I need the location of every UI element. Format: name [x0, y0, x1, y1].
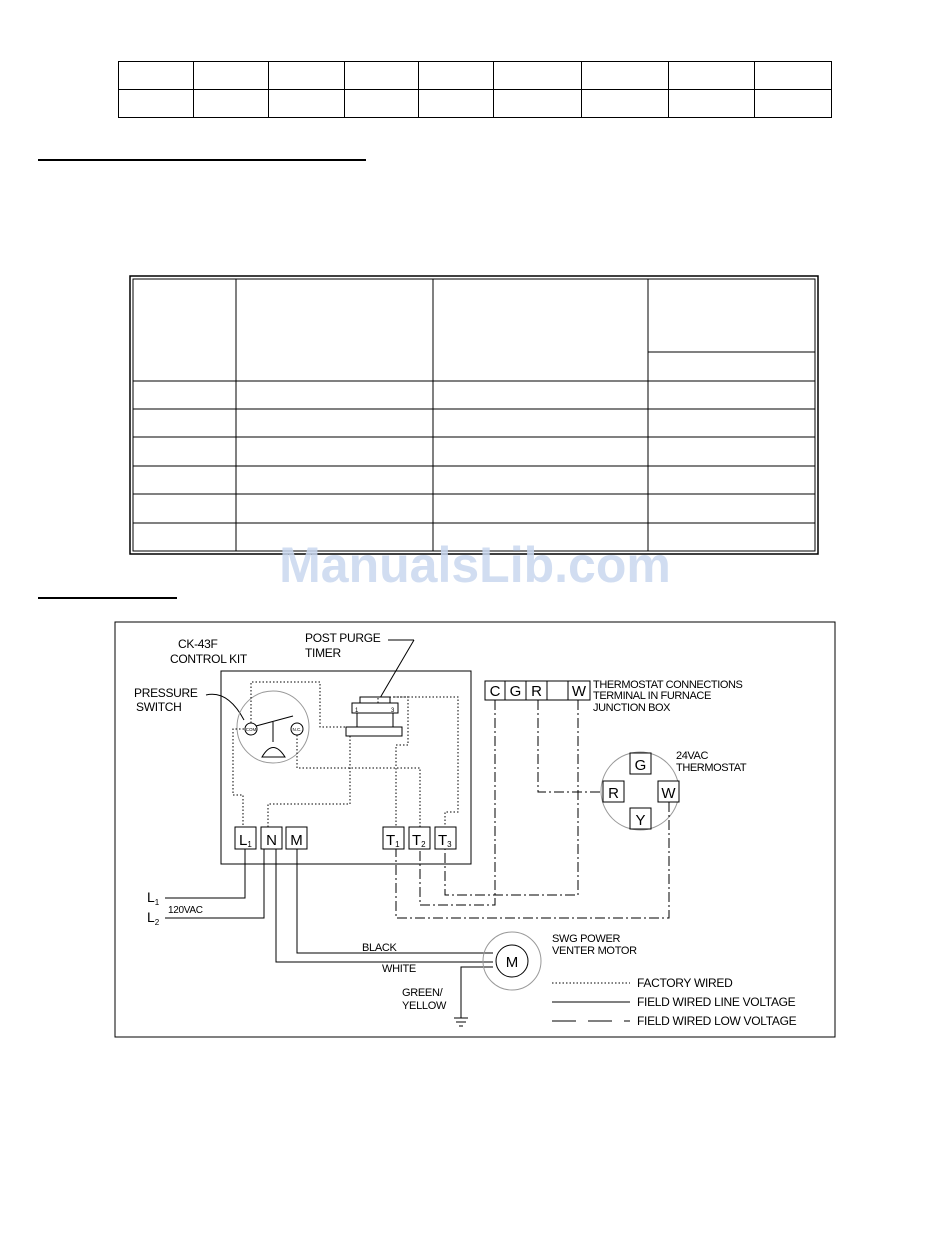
motor-symbol: M [505, 954, 519, 971]
junction-box [485, 681, 590, 700]
junction-terminal-w: W [571, 683, 587, 700]
switch-nc-label: N.C. [292, 727, 302, 732]
line-1-label: $L_1$ [147, 889, 160, 907]
junction-terminal-g: G [509, 683, 522, 700]
timer-pin-3: 3 [391, 708, 395, 714]
legend-label: FIELD WIRED LOW VOLTAGE [637, 1014, 797, 1028]
pressure-switch-label: PRESSURE SWITCH [134, 686, 198, 714]
junction-terminal-c: C [489, 683, 501, 700]
legend-label: FIELD WIRED LINE VOLTAGE [637, 995, 796, 1009]
terminal-m: M [290, 832, 303, 849]
kit-terminal [286, 827, 307, 849]
kit-terminal [435, 827, 456, 849]
thermostat-terminal-g: G [634, 757, 647, 774]
thermostat [601, 752, 679, 830]
control-kit-label: CK-43F CONTROL KIT [170, 637, 247, 666]
thermostat-terminal-y: Y [635, 812, 646, 829]
legend [552, 976, 797, 1028]
thermostat-label: 24VAC THERMOSTAT [676, 750, 747, 774]
line-2-label: $L_2$ [147, 909, 160, 927]
factory-wiring [233, 682, 458, 827]
kit-terminal [235, 827, 256, 849]
thermostat-terminal-r: R [608, 785, 619, 802]
watermark: ManualsLib.com [279, 537, 671, 593]
timer-label: POST PURGE TIMER [305, 631, 381, 660]
junction-label: THERMOSTAT CONNECTIONS TERMINAL IN FURNACE JUNCTION BOX [593, 679, 743, 714]
terminal-t1: T1 [386, 832, 400, 849]
kit-terminal [409, 827, 430, 849]
junction-terminal-r: R [531, 683, 542, 700]
post-purge-timer [346, 697, 402, 736]
thermostat-terminal-w: W [661, 785, 676, 802]
venter-motor [483, 932, 541, 990]
supply-voltage-label: 120VAC [168, 905, 203, 916]
switch-com-label: COM [245, 727, 257, 732]
wire-white-label: WHITE [382, 963, 416, 975]
terminal-t3: T3 [438, 832, 452, 849]
timer-pin-1: 1 [355, 708, 359, 714]
terminal-t2: T2 [412, 832, 426, 849]
wire-black-label: BLACK [362, 942, 397, 954]
kit-terminal [383, 827, 404, 849]
ground-label: GREEN/ YELLOW [402, 987, 447, 1012]
terminal-l1: L1 [239, 832, 252, 849]
legend-label: FACTORY WIRED [637, 976, 733, 990]
pressure-switch [237, 691, 309, 763]
timer-leader-arrow [380, 640, 414, 698]
low-voltage-wiring [396, 700, 669, 918]
motor-label: SWG POWER VENTER MOTOR [552, 933, 637, 957]
kit-terminal [261, 827, 282, 849]
terminal-n: N [266, 832, 277, 849]
